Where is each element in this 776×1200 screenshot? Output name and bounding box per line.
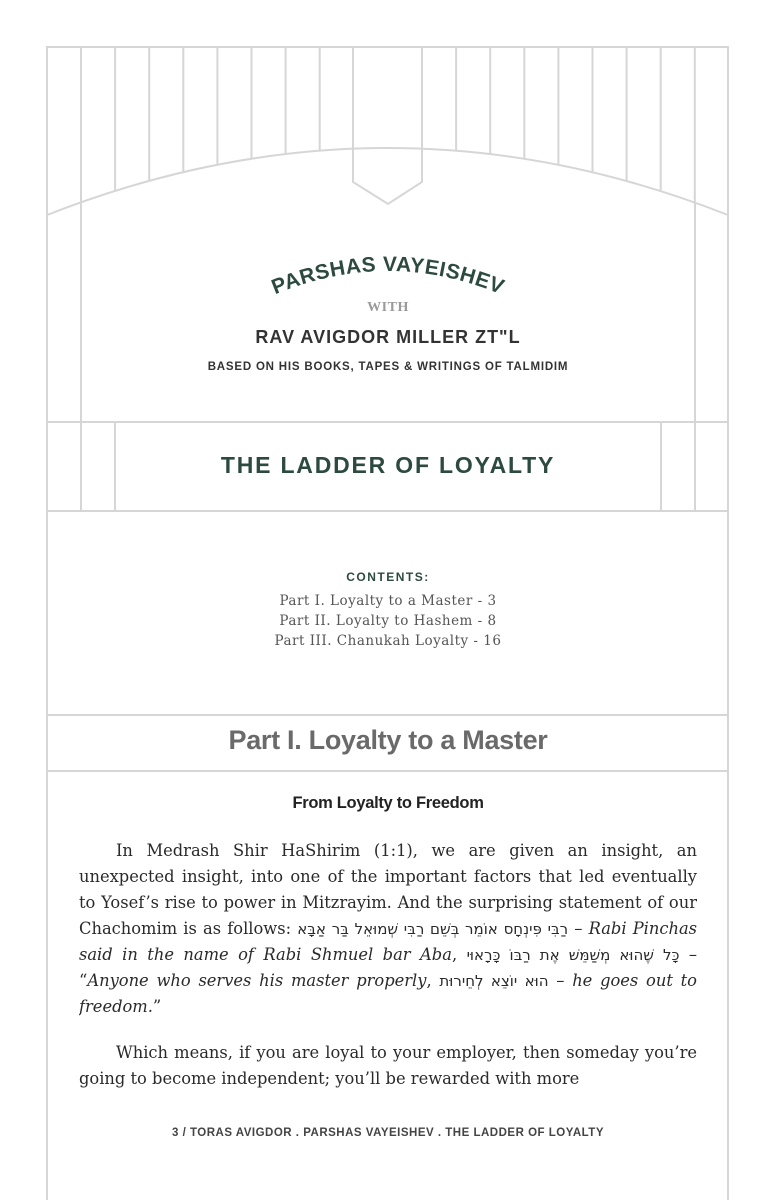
text: In Medrash Shir HaShirim (1:1), we are given an insight, an unexpected insight, into one of the important factors that led eventually to Yosef’s rise to power in Mitzrayim. And the surprising statement of our Chachomim is as follows: xyxy=(79,841,697,938)
text: – “ xyxy=(79,945,697,990)
paragraph: Which means, if you are loyal to your employer, then someday you’re going to become independent; you’ll be rewarded with more xyxy=(79,1043,697,1088)
paragraph xyxy=(79,838,697,1020)
text: ” xyxy=(152,997,162,1016)
frame-line xyxy=(353,47,422,204)
toc-item[interactable]: Part I. Loyalty to a Master - 3 xyxy=(279,593,497,609)
section-subtitle: From Loyalty to Freedom xyxy=(292,794,484,812)
contents-heading: CONTENTS: xyxy=(346,570,430,584)
section-title: Part I. Loyalty to a Master xyxy=(228,725,548,755)
based-on-line: BASED ON HIS BOOKS, TAPES & WRITINGS OF TALMIDIM xyxy=(207,361,569,373)
hebrew-quote: הוּא יוֹצֵא לְחֵירוּת xyxy=(439,972,549,990)
translation: Rabi Pinchas said in the name of Rabi Shmuel bar Aba xyxy=(79,919,697,964)
page-footer: 3 / TORAS AVIGDOR . PARSHAS VAYEISHEV . THE LADDER OF LOYALTY xyxy=(172,1127,604,1139)
translation: Anyone who serves his master properly xyxy=(87,971,427,990)
table-of-contents xyxy=(0,591,776,651)
toc-item[interactable]: Part II. Loyalty to Hashem - 8 xyxy=(279,613,497,629)
text: , xyxy=(426,971,440,990)
page-title: THE LADDER OF LOYALTY xyxy=(220,452,556,478)
text: , xyxy=(451,945,467,964)
author-name: RAV AVIGDOR MILLER ZT"L xyxy=(255,327,521,347)
text: – xyxy=(548,971,573,990)
hebrew-quote: כָּל שֶׁהוּא מְשַׁמֵּשׁ אֶת רַבּוֹ כָּרָאוּי xyxy=(466,946,680,964)
body-text xyxy=(79,838,697,1092)
hebrew-quote: רַבִּי פִּינְחָס אוֹמֵר בְּשֵׁם רַבִּי שְׁמוּאֵל בַּר אַבָּא xyxy=(297,920,569,938)
text: – xyxy=(568,919,589,938)
toc-item[interactable]: Part III. Chanukah Loyalty - 16 xyxy=(274,633,502,649)
translation: he goes out to freedom. xyxy=(79,971,697,1016)
with-label: WITH xyxy=(367,300,409,315)
parsha-title: PARSHAS VAYEISHEV xyxy=(268,252,508,299)
